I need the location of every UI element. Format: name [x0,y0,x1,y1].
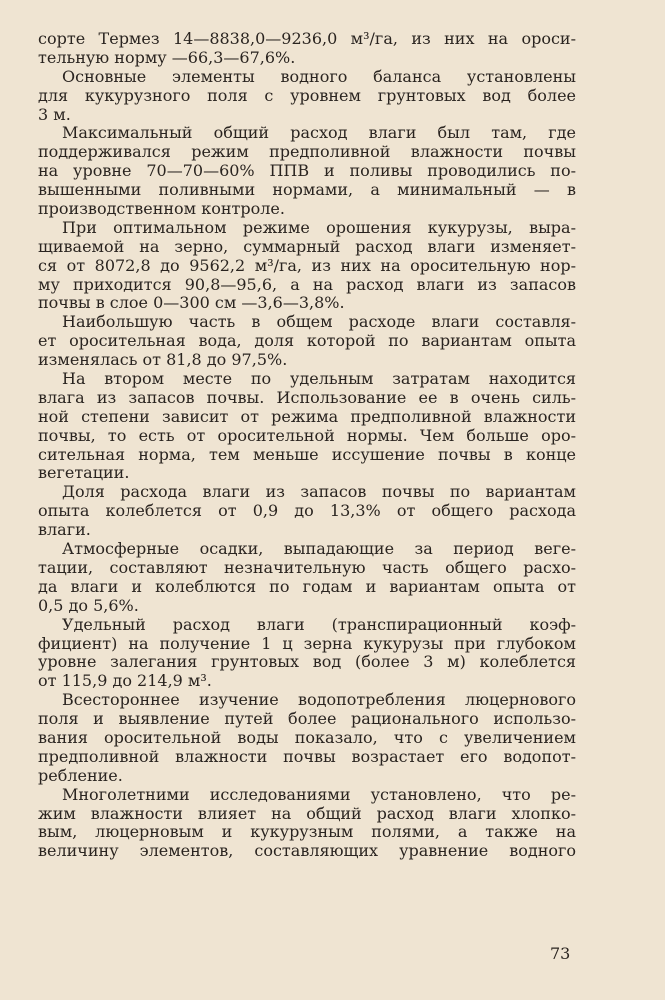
text-line: сорте Термез 14—8838,0—9236,0 м³/га, из них на ороси- [38,29,576,48]
text-line: влаги. [38,520,91,540]
text-line: ет оросительная вода, доля которой по вариантам опыта [38,331,576,351]
text-line: да влаги и колеблются по годам и вариантам опыта от [38,576,576,596]
text-line: фициент) на получение 1 ц зерна кукурузы при глубоком [38,633,576,653]
text-line: уровне залегания грунтовых вод (более 3 м) колеблется [38,652,576,672]
text-line: Многолетними исследованиями установлено, что ре- [62,784,576,804]
text-line: опыта колеблется от 0,9 до 13,3% от общего расхода [38,501,576,521]
text-line: величину элементов, составляющих уравнение водного [38,841,576,861]
text-line: Наибольшую часть в общем расходе влаги составля- [62,312,576,332]
text-line: тельную норму —66,3—67,6%. [38,47,296,67]
text-line: тации, составляют незначительную часть общего расхо- [38,557,576,577]
text-line: Атмосферные осадки, выпадающие за период веге- [62,539,576,559]
text-line: Основные элементы водного баланса установлены [62,66,576,86]
text-line: от 115,9 до 214,9 м³. [38,671,212,691]
text-line: Максимальный общий расход влаги был там, где [62,123,576,143]
text-line: При оптимальном режиме орошения кукурузы, выра- [62,217,576,237]
text-line: 0,5 до 5,6%. [38,595,139,615]
text-line: поддерживался режим предполивной влажности почвы [38,142,576,162]
text-line: для кукурузного поля с уровнем грунтовых вод более [38,85,576,105]
text-line: поля и выявление путей более рационального использо- [38,709,576,729]
text-line: му приходится 90,8—95,6, а на расход влаги из запасов [38,274,576,294]
text-line: ся от 8072,8 до 9562,2 м³/га, из них на оросительную нор- [38,255,576,275]
text-line: влага из запасов почвы. Использование ее в очень силь- [38,387,576,407]
text-line: на уровне 70—70—60% ППВ и поливы проводились по- [38,161,576,181]
text-line: вегетации. [38,463,130,483]
text-line: сительная норма, тем меньше иссушение почвы в конце [38,444,576,464]
text-line: предполивной влажности почвы возрастает его водопот- [38,746,576,766]
text-line: Удельный расход влаги (транспирационный коэф- [62,614,576,634]
page-number: 73 [550,944,571,963]
text-line: вания оросительной воды показало, что с увеличением [38,727,576,747]
text-line: изменялась от 81,8 до 97,5%. [38,350,288,370]
text-line: Доля расхода влаги из запасов почвы по вариантам [62,482,576,502]
text-line: На втором месте по удельным затратам находится [62,369,576,389]
text-line: почвы в слое 0—300 см —3,6—3,8%. [38,293,345,313]
text-line: 3 м. [38,104,71,124]
text-line: вышенными поливными нормами, а минимальный — в [38,180,576,200]
text-line: почвы, то есть от оросительной нормы. Чем больше оро- [38,425,576,445]
text-line: ребление. [38,765,123,785]
text-line: щиваемой на зерно, суммарный расход влаги изменяет- [38,236,576,256]
body-text [38,30,576,861]
text-line: вым, люцерновым и кукурузным полями, а также на [38,822,576,842]
text-line: производственном контроле. [38,199,285,219]
text-line: жим влажности влияет на общий расход влаги хлопко- [38,803,576,823]
text-line: Всестороннее изучение водопотребления люцернового [62,690,576,710]
text-line: ной степени зависит от режима предполивной влажности [38,406,576,426]
